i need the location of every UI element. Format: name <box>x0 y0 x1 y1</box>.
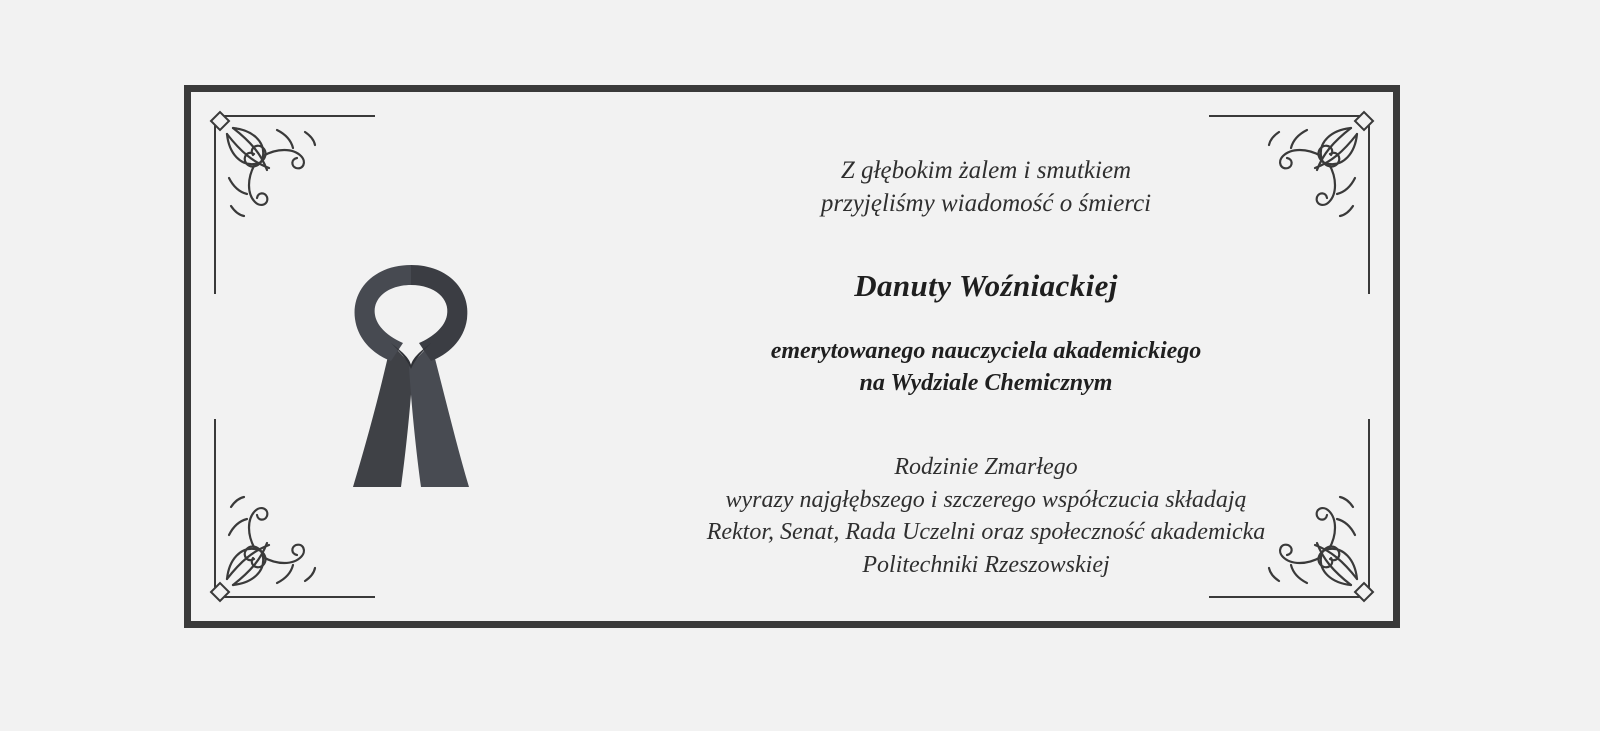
deceased-name: Danuty Woźniackiej <box>854 268 1118 303</box>
condolences-paragraph <box>591 451 1381 581</box>
lead-line-1: Z głębokim żalem i smutkiem <box>840 157 1132 184</box>
role-line-2: na Wydziale Chemicznym <box>859 369 1113 396</box>
lead-line-2: przyjęliśmy wiadomość o śmierci <box>820 190 1152 217</box>
role-line-1: emerytowanego nauczyciela akademickiego <box>770 338 1202 364</box>
mourning-notice-frame <box>184 85 1400 628</box>
condolences-line-2: wyrazy najgłębszego i szczerego współczucia składają <box>725 486 1247 513</box>
condolences-line-3: Rektor, Senat, Rada Uczelni oraz społeczność akademicka <box>706 519 1266 546</box>
condolences-line-4: Politechniki Rzeszowskiej <box>862 551 1110 578</box>
lead-paragraph <box>591 154 1381 220</box>
black-mourning-ribbon-icon <box>295 247 525 497</box>
deceased-role <box>591 336 1381 399</box>
notice-text-column <box>591 154 1381 581</box>
condolences-line-1: Rodzinie Zmarłego <box>894 454 1078 481</box>
